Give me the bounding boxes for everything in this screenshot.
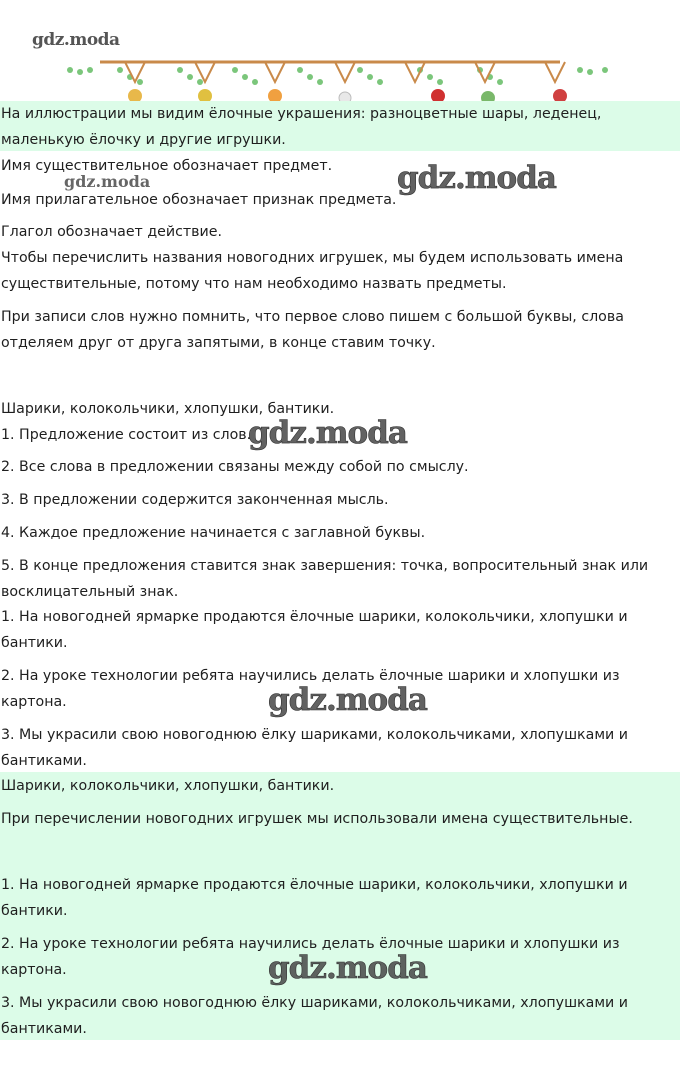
answer-sentence-1-line1: 1. На новогодней ярмарке продаются ёлочные шарики, колокольчики, хлопушки и (1, 877, 628, 893)
paragraph-listing-line2: существительные, потому что нам необходимо назвать предметы. (1, 276, 507, 292)
watermark-4: gdz.moda (268, 950, 427, 986)
paragraph-adjective: Имя прилагательное обозначает признак предмета. (1, 192, 397, 208)
rule-item-3: 3. В предложении содержится законченная мысль. (1, 492, 389, 508)
answer-sentence-2-line2: картона. (1, 962, 67, 978)
rule-item-5-line2: восклицательный знак. (1, 584, 179, 600)
answer-sentence-3-line2: бантиками. (1, 1021, 87, 1037)
rule-item-4: 4. Каждое предложение начинается с заглавной буквы. (1, 525, 426, 541)
watermark-small: gdz.moda (64, 172, 151, 191)
sentence-1-line2: бантики. (1, 635, 68, 651)
rule-item-5-line1: 5. В конце предложения ставится знак завершения: точка, вопросительный знак или (1, 558, 649, 574)
paragraph-illustration-line1: На иллюстрации мы видим ёлочные украшения: разноцветные шары, леденец, (1, 106, 602, 122)
sentence-3-line1: 3. Мы украсили свою новогоднюю ёлку шариками, колокольчиками, хлопушками и (1, 727, 628, 743)
rule-item-2: 2. Все слова в предложении связаны между собой по смыслу. (1, 459, 469, 475)
paragraph-toys-list: Шарики, колокольчики, хлопушки, бантики. (1, 401, 335, 417)
sentence-3-line2: бантиками. (1, 753, 87, 769)
paragraph-noun: Имя существительное обозначает предмет. (1, 158, 333, 174)
christmas-garland-decoration (60, 52, 620, 102)
answer-sentence-2-line1: 2. На уроке технологии ребята научились делать ёлочные шарики и хлопушки из (1, 936, 620, 952)
paragraph-rules-line1: При записи слов нужно помнить, что первое слово пишем с большой буквы, слова (1, 309, 624, 325)
watermark-1: gdz.moda (397, 160, 556, 196)
sentence-2-line1: 2. На уроке технологии ребята научились делать ёлочные шарики и хлопушки из (1, 668, 620, 684)
paragraph-rules-line2: отделяем друг от друга запятыми, в конце ставим точку. (1, 335, 436, 351)
watermark-3: gdz.moda (268, 682, 427, 718)
paragraph-listing-line1: Чтобы перечислить названия новогодних игрушек, мы будем использовать имена (1, 250, 624, 266)
answer-sentence-3-line1: 3. Мы украсили свою новогоднюю ёлку шариками, колокольчиками, хлопушками и (1, 995, 628, 1011)
watermark-2: gdz.moda (248, 415, 407, 451)
answer-toys-list: Шарики, колокольчики, хлопушки, бантики. (1, 778, 335, 794)
paragraph-verb: Глагол обозначает действие. (1, 224, 222, 240)
answer-sentence-1-line2: бантики. (1, 903, 68, 919)
sentence-1-line1: 1. На новогодней ярмарке продаются ёлочные шарики, колокольчики, хлопушки и (1, 609, 628, 625)
site-logo: gdz.moda (32, 30, 120, 50)
paragraph-illustration-line2: маленькую ёлочку и другие игрушки. (1, 132, 286, 148)
sentence-2-line2: картона. (1, 694, 67, 710)
answer-nouns-note: При перечислении новогодних игрушек мы использовали имена существительные. (1, 811, 633, 827)
rule-item-1: 1. Предложение состоит из слов. (1, 427, 252, 443)
